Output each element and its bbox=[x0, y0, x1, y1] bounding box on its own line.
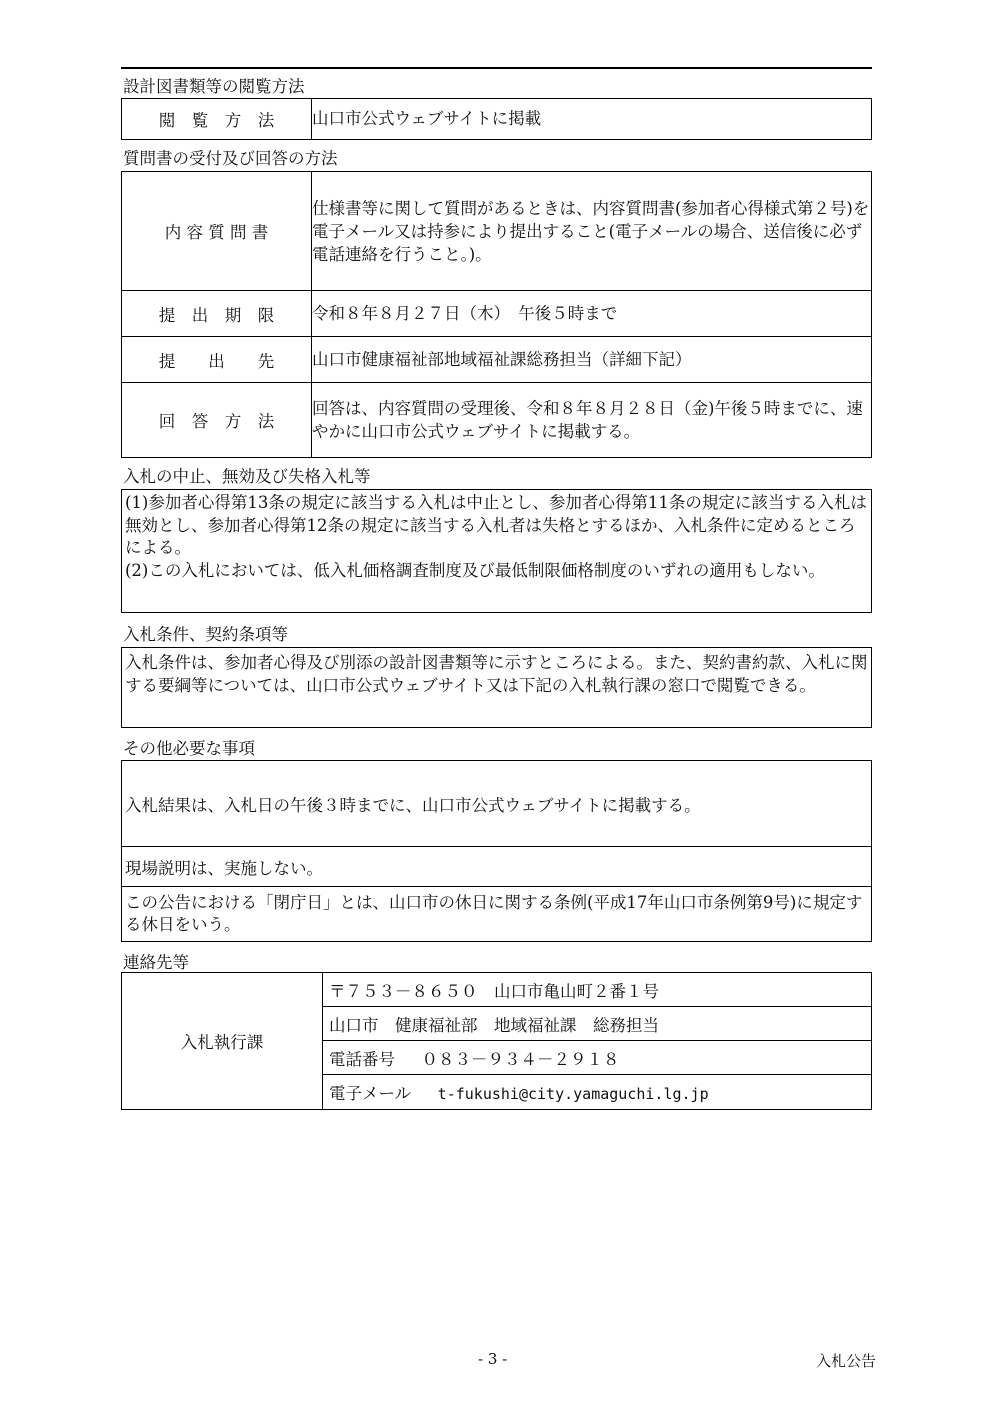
viewing-table bbox=[121, 98, 872, 140]
phone-label: 電話番号 bbox=[329, 1049, 395, 1069]
contact-email-row bbox=[323, 1075, 872, 1110]
viewing-label: 閲 覧 方 法 bbox=[122, 99, 312, 140]
questions-table bbox=[121, 171, 872, 458]
cancellation-paragraph-1: (1)参加者心得第13条の規定に該当する入札は中止とし、参加者心得第11条の規定に該当する入札は無効とし、参加者心得第12条の規定に該当する入札者は失格とするほか、入札条件に定めるところによる。 bbox=[125, 493, 867, 557]
other-table bbox=[121, 760, 872, 942]
other-heading: その他必要な事項 bbox=[123, 739, 255, 758]
footer-title: 入札公告 bbox=[816, 1352, 877, 1370]
conditions-text: 入札条件は、参加者心得及び別添の設計図書類等に示すところによる。また、契約書約款、入札に関する要綱等については、山口市公式ウェブサイト又は下記の入札執行課の窓口で閲覧できる。 bbox=[125, 653, 868, 695]
page-number: - 3 - bbox=[478, 1350, 508, 1368]
viewing-value: 山口市公式ウェブサイトに掲載 bbox=[312, 99, 872, 140]
other-results-note: 入札結果は、入札日の午後３時までに、山口市公式ウェブサイトに掲載する。 bbox=[122, 761, 872, 847]
email-address[interactable]: t-fukushi@city.yamaguchi.lg.jp bbox=[437, 1085, 709, 1103]
questions-heading: 質問書の受付及び回答の方法 bbox=[123, 149, 338, 168]
email-label: 電子メール bbox=[329, 1084, 412, 1103]
conditions-box bbox=[121, 647, 872, 728]
answer-method-value: 回答は、内容質問の受理後、令和８年８月２８日（金)午後５時までに、速やかに山口市公式ウェブサイトに掲載する。 bbox=[312, 383, 872, 458]
contact-label: 入札執行課 bbox=[122, 973, 323, 1110]
contact-heading: 連絡先等 bbox=[123, 953, 189, 972]
cancellation-paragraph-2: (2)この入札においては、低入札価格調査制度及び最低制限価格制度のいずれの適用もしない。 bbox=[125, 560, 825, 580]
cancellation-box bbox=[121, 489, 872, 613]
cancellation-heading: 入札の中止、無効及び失格入札等 bbox=[123, 467, 371, 486]
other-site-briefing-note: 現場説明は、実施しない。 bbox=[122, 847, 872, 887]
viewing-heading: 設計図書類等の閲覧方法 bbox=[123, 77, 305, 96]
other-closed-day-note: この公告における「閉庁日」とは、山口市の休日に関する条例(平成17年山口市条例第9号)に規定する休日をいう。 bbox=[122, 887, 872, 942]
contact-department: 山口市 健康福祉部 地域福祉課 総務担当 bbox=[323, 1007, 872, 1041]
contact-table bbox=[121, 972, 872, 1110]
question-form-label: 内 容 質 問 書 bbox=[122, 172, 312, 291]
conditions-heading: 入札条件、契約条項等 bbox=[123, 625, 288, 644]
submit-to-label: 提 出 先 bbox=[122, 337, 312, 383]
contact-phone-row bbox=[323, 1041, 872, 1075]
submit-to-value: 山口市健康福祉部地域福祉課総務担当（詳細下記） bbox=[312, 337, 872, 383]
deadline-value: 令和８年８月２７日（木） 午後５時まで bbox=[312, 291, 872, 337]
top-rule bbox=[121, 67, 872, 69]
phone-number: ０８３－９３４－２９１８ bbox=[421, 1049, 620, 1069]
question-form-value: 仕様書等に関して質問があるときは、内容質問書(参加者心得様式第２号)を電子メール又は持参により提出すること(電子メールの場合、送信後に必ず電話連絡を行うこと。)。 bbox=[312, 172, 872, 291]
contact-address: 〒７５３－８６５０ 山口市亀山町２番１号 bbox=[323, 973, 872, 1007]
deadline-label: 提 出 期 限 bbox=[122, 291, 312, 337]
answer-method-label: 回 答 方 法 bbox=[122, 383, 312, 458]
